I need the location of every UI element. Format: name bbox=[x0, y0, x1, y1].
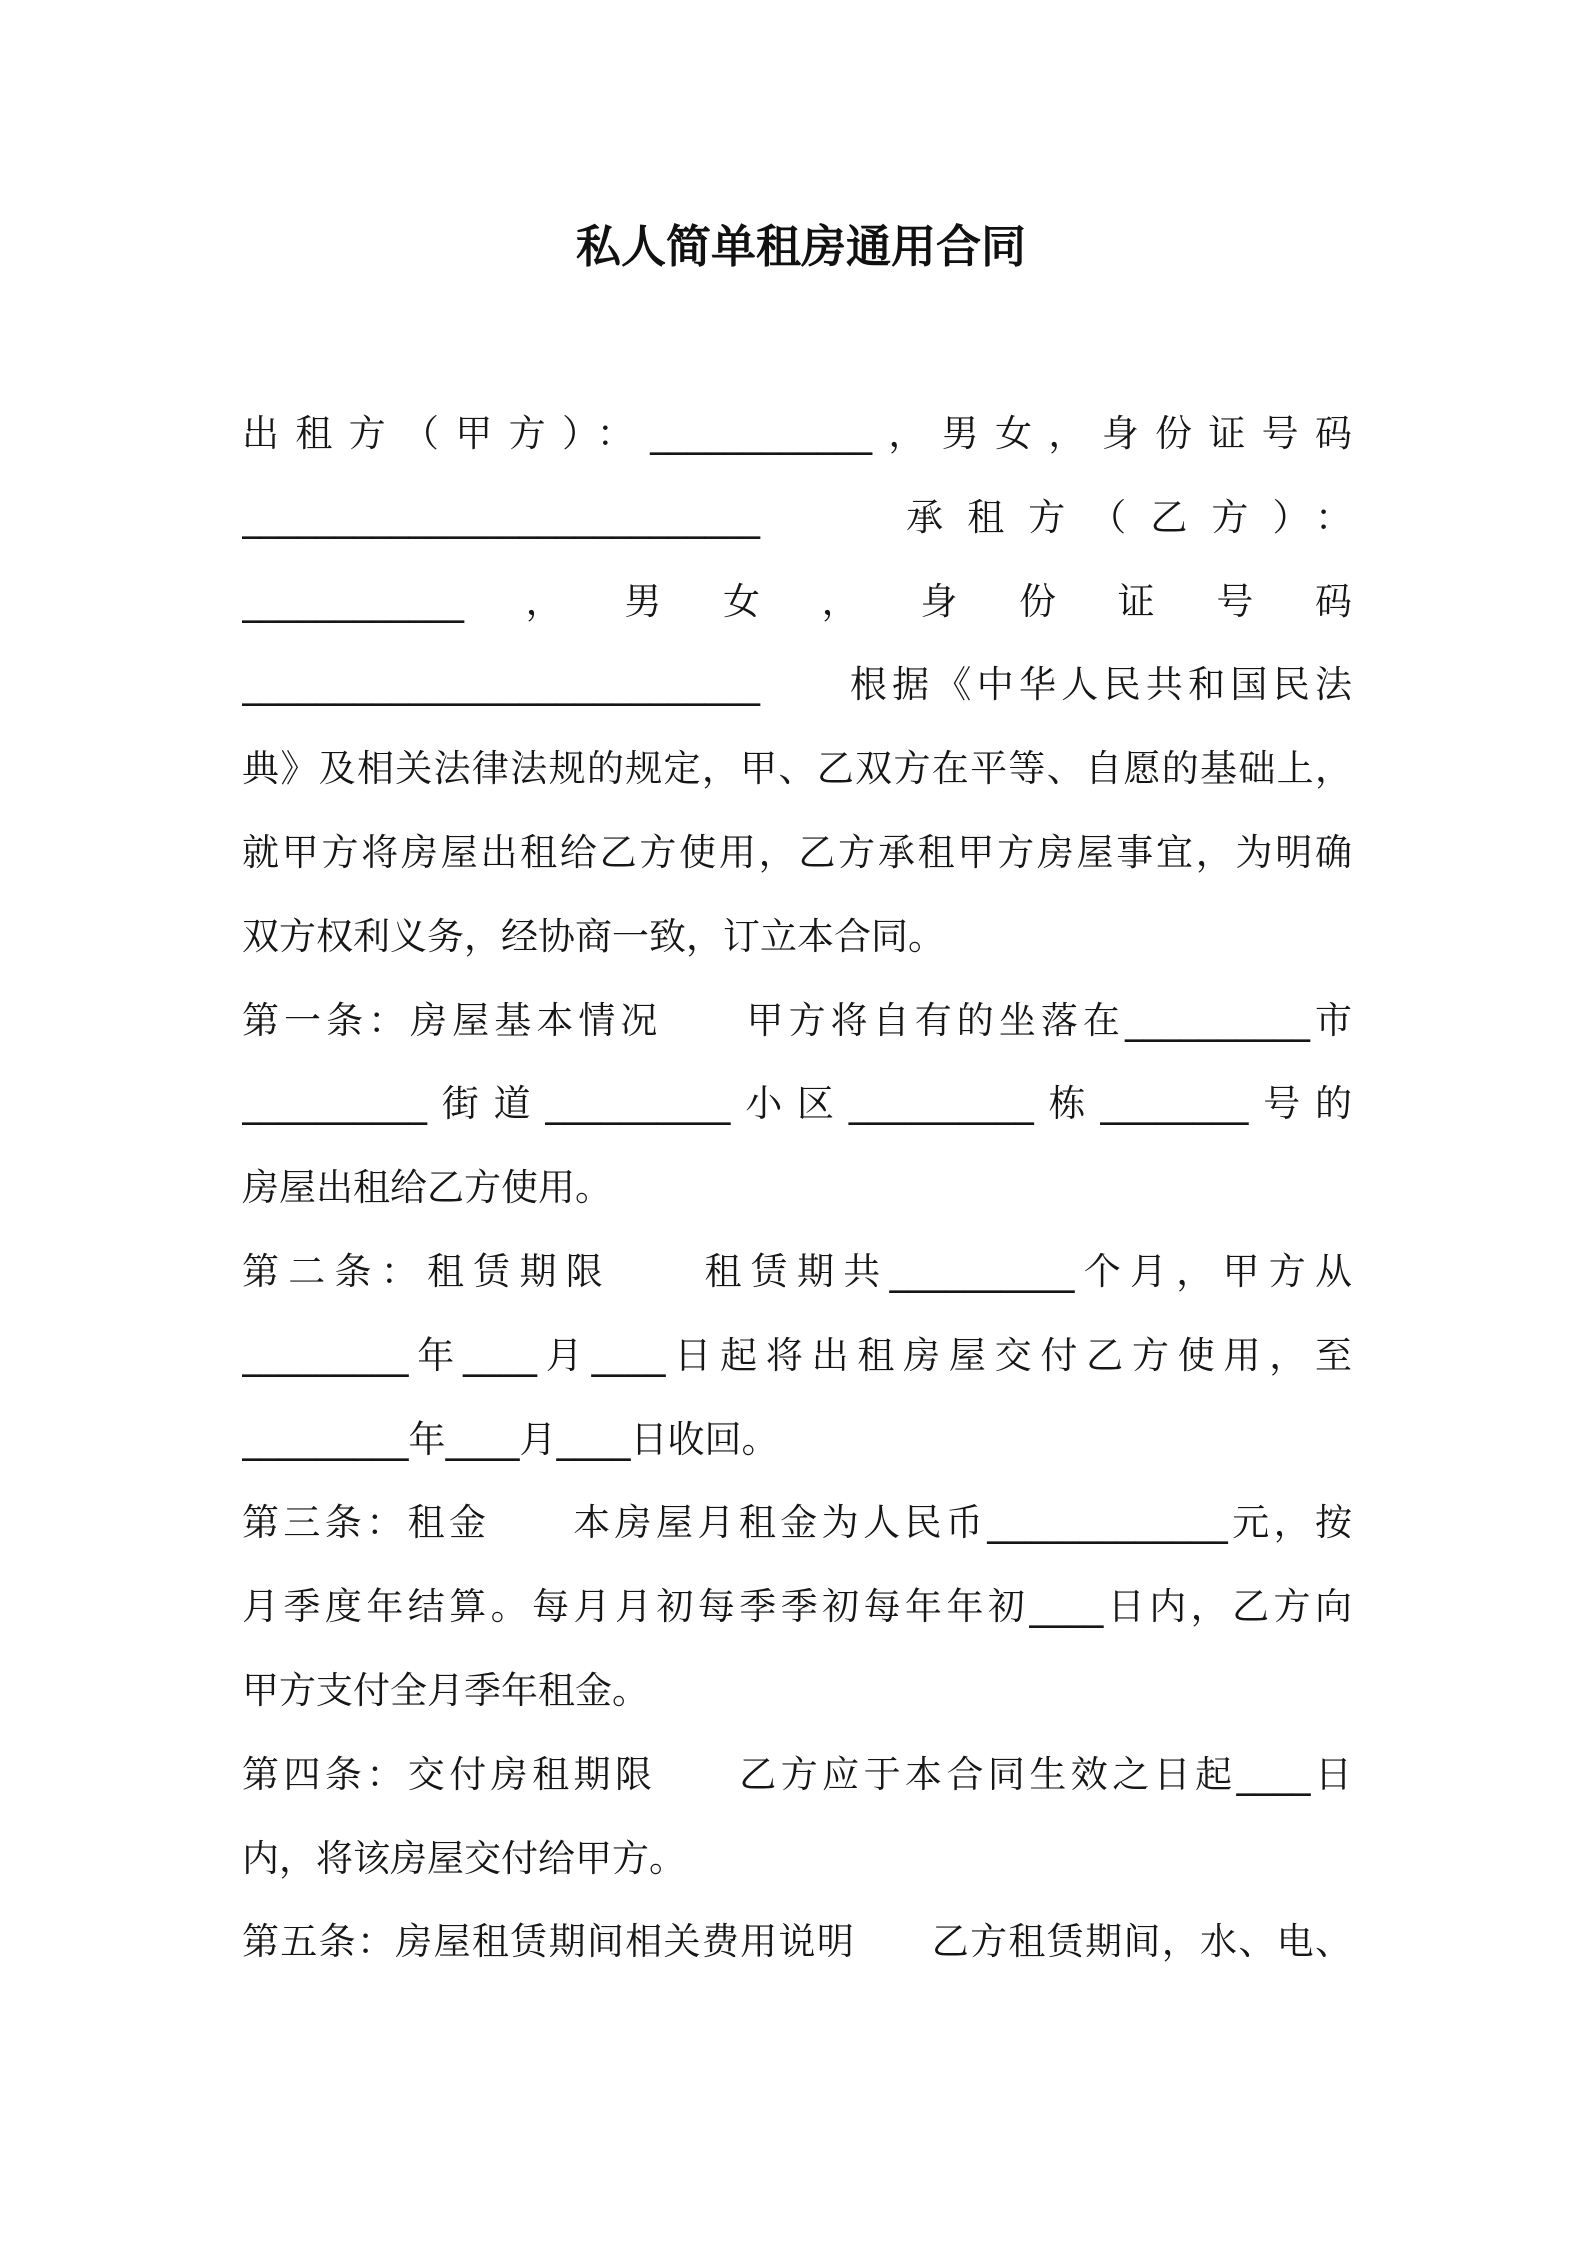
preamble-line-1: 出租方（甲方）：____________，男女，身份证号码 bbox=[242, 412, 1352, 455]
preamble-line-4: ____________________________ 根据《中华人民共和国民法 bbox=[242, 663, 1352, 707]
clause-5 bbox=[242, 1900, 1352, 1984]
clause-2 bbox=[242, 1230, 1352, 1481]
preamble-line-6: 就甲方将房屋出租给乙方使用，乙方承租甲方房屋事宜，为明确 bbox=[242, 830, 1352, 874]
clause-3-line-3: 甲方支付全月季年租金。 bbox=[242, 1668, 649, 1712]
clause-1-line-1: 第一条：房屋基本情况 甲方将自有的坐落在__________市 bbox=[242, 998, 1352, 1042]
clause-3 bbox=[242, 1481, 1352, 1732]
clause-4-line-2: 内，将该房屋交付给甲方。 bbox=[242, 1836, 686, 1880]
preamble-line-3: ____________，男女，身份证号码 bbox=[242, 579, 1352, 623]
preamble-line-7: 双方权利义务，经协商一致，订立本合同。 bbox=[242, 914, 945, 958]
clause-3-line-1: 第三条：租金 本房屋月租金为人民币_____________元，按 bbox=[242, 1501, 1352, 1545]
preamble-line-2: ____________________________ 承租方（乙方）： bbox=[242, 495, 1352, 539]
clause-1-line-3: 房屋出租给乙方使用。 bbox=[242, 1166, 612, 1210]
clause-1-line-2: __________街道__________小区__________栋________号的 bbox=[242, 1082, 1352, 1126]
clause-2-line-3: _________年____月____日收回。 bbox=[242, 1417, 779, 1461]
clause-3-line-2: 月季度年结算。每月月初每季季初每年年初____日内，乙方向 bbox=[242, 1585, 1352, 1629]
preamble-line-5: 典》及相关法律法规的规定，甲、乙双方在平等、自愿的基础上， bbox=[242, 747, 1352, 791]
clause-2-line-2: _________年____月____日起将出租房屋交付乙方使用，至 bbox=[242, 1333, 1352, 1377]
preamble-paragraph bbox=[242, 392, 1352, 979]
clause-4 bbox=[242, 1733, 1352, 1901]
clause-2-line-1: 第二条：租赁期限 租赁期共__________个月，甲方从 bbox=[242, 1249, 1352, 1293]
clause-5-line-1: 第五条：房屋租赁期间相关费用说明 乙方租赁期间，水、电、 bbox=[242, 1920, 1352, 1964]
clause-4-line-1: 第四条：交付房租期限 乙方应于本合同生效之日起____日 bbox=[242, 1752, 1352, 1796]
document-title: 私人简单租房通用合同 bbox=[575, 220, 1026, 273]
clause-1 bbox=[242, 979, 1352, 1230]
document-body bbox=[242, 392, 1352, 1984]
